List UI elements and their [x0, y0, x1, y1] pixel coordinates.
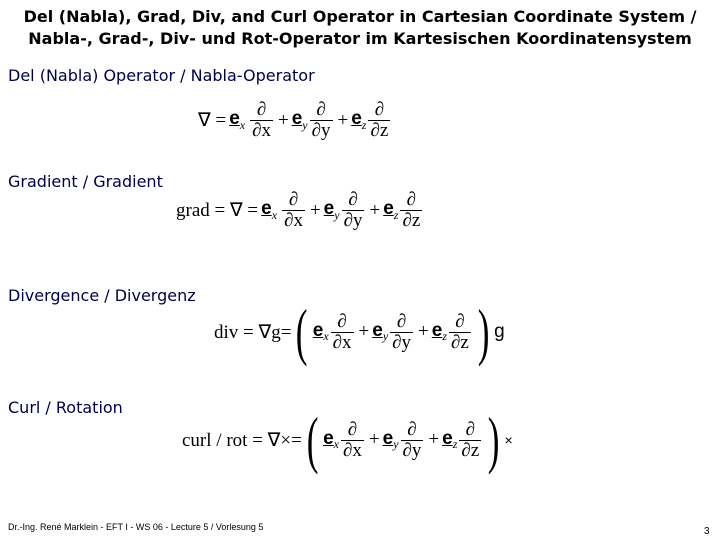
nabla-lhs: ∇ = [198, 110, 227, 131]
partial-z-fraction: $\frac{\partial}{\partial z}$ [461, 418, 480, 461]
unit-vector-ez: $e_z$ [442, 427, 458, 452]
unit-vector-ex: $e_x$ [323, 427, 339, 452]
partial-x-fraction: $\frac{\partial}{\partial x}$ [343, 418, 362, 461]
unit-vector-ex: $e_x$ [229, 108, 246, 132]
partial-x-fraction: $\frac{\partial}{\partial x}$ [252, 99, 271, 141]
unit-vector-ez: $e_z$ [383, 198, 399, 222]
plus-sign: + [337, 109, 349, 131]
partial-y-fraction: $\frac{\partial}{\partial y}$ [402, 418, 422, 461]
partial-y-fraction: $\frac{\partial}{\partial y}$ [343, 189, 363, 231]
partial-z-fraction: $\frac{\partial}{\partial z}$ [451, 310, 469, 353]
section-nabla-heading: Del (Nabla) Operator / Nabla-Operator [8, 66, 315, 85]
unit-vector-ey: $e_y$ [372, 319, 389, 344]
partial-z-fraction: $\frac{\partial}{\partial z}$ [370, 99, 389, 141]
partial-z-fraction: $\frac{\partial}{\partial z}$ [402, 189, 421, 231]
plus-sign: + [418, 321, 429, 342]
unit-vector-ez: $e_z$ [351, 108, 367, 132]
left-parenthesis: ( [306, 404, 319, 475]
partial-x-fraction: $\frac{\partial}{\partial x}$ [332, 310, 352, 353]
grad-lhs: grad = ∇ = [176, 200, 259, 221]
plus-sign: + [368, 429, 380, 450]
divergence-equation [214, 296, 505, 367]
partial-y-fraction: $\frac{\partial}{\partial y}$ [392, 310, 412, 353]
plus-sign: + [428, 429, 440, 450]
nabla-equation [198, 100, 392, 141]
curl-lhs: curl / rot = ∇×= [182, 429, 302, 451]
plus-sign: + [277, 109, 289, 131]
unit-vector-ex: $e_x$ [261, 198, 278, 222]
unit-vector-ey: $e_y$ [382, 427, 399, 452]
unit-vector-ex: $e_x$ [312, 319, 329, 344]
cross-symbol: × [504, 432, 513, 448]
title-line-2: Nabla-, Grad-, Div- und Rot-Operator im Kartesischen Koordinatensystem [28, 29, 692, 48]
unit-vector-ey: $e_y$ [291, 108, 308, 132]
section-curl-heading: Curl / Rotation [8, 398, 123, 417]
left-parenthesis: ( [296, 296, 308, 367]
page-number: 3 [704, 526, 710, 537]
plus-sign: + [309, 199, 321, 221]
partial-y-fraction: $\frac{\partial}{\partial y}$ [311, 99, 331, 141]
right-parenthesis: ) [487, 404, 500, 475]
unit-vector-ez: $e_z$ [431, 319, 448, 344]
right-parenthesis: ) [477, 296, 490, 367]
section-divergence-heading: Divergence / Divergenz [8, 286, 196, 305]
plus-sign: + [358, 321, 370, 342]
partial-x-fraction: $\frac{\partial}{\partial x}$ [284, 189, 303, 231]
div-lhs: div = ∇g= [214, 321, 292, 343]
slide-title [0, 6, 720, 50]
curl-equation [182, 404, 513, 475]
gradient-equation [176, 190, 424, 231]
section-gradient-heading: Gradient / Gradient [8, 172, 163, 191]
unit-vector-ey: $e_y$ [323, 198, 340, 222]
plus-sign: + [369, 199, 381, 221]
footer-author: Dr.-Ing. René Marklein - EFT I - WS 06 - Lecture 5 / Vorlesung 5 [8, 522, 264, 532]
div-dot-symbol: g [494, 321, 505, 342]
title-line-1: Del (Nabla), Grad, Div, and Curl Operator in Cartesian Coordinate System / [23, 7, 697, 26]
